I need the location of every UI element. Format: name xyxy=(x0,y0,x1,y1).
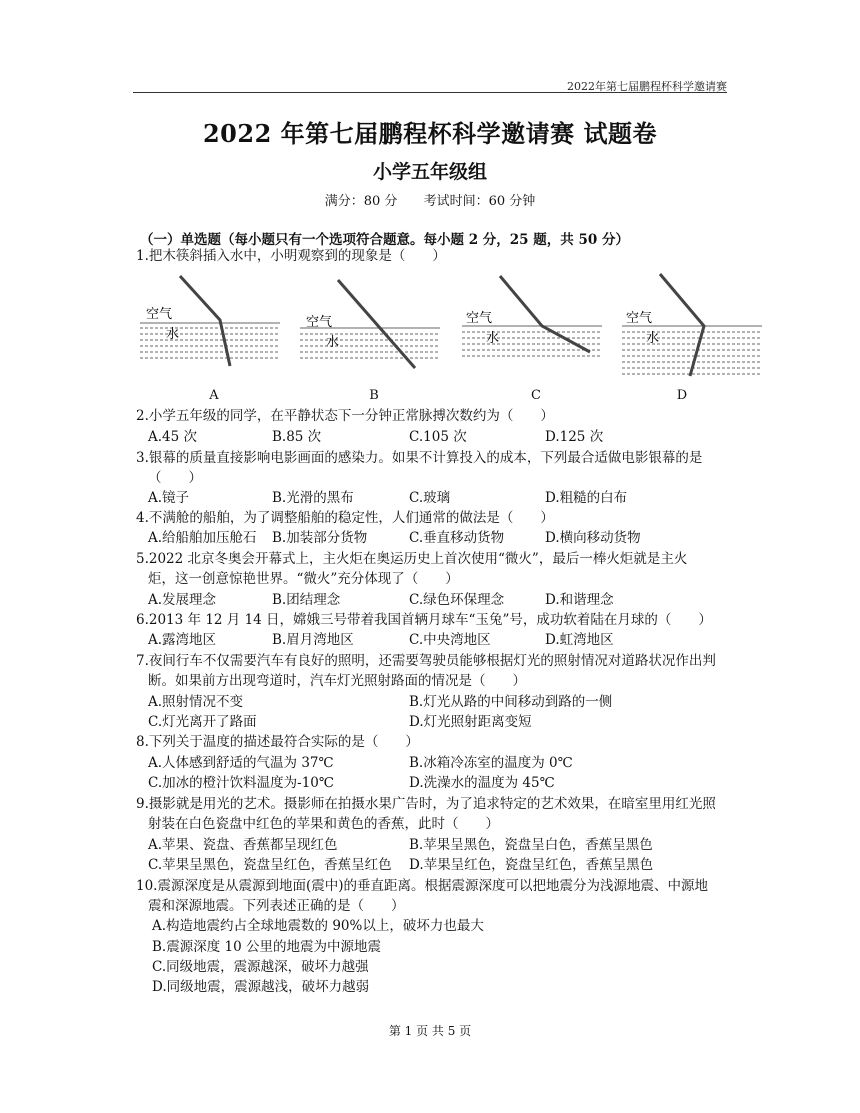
question-7-option-a: A.照射情况不变 xyxy=(148,694,244,710)
question-6-option-c: C.中央湾地区 xyxy=(409,632,491,648)
question-1: 1.把木筷斜插入水中，小明观察到的现象是（ ） xyxy=(136,248,446,264)
question-8-option-c: C.加冰的橙汁饮料温度为-10℃ xyxy=(148,775,334,791)
question-9-option-c: C.苹果呈黑色，瓷盘呈红色，香蕉呈红色 xyxy=(148,857,392,873)
air-label: 空气 xyxy=(466,311,493,326)
question-9-option-d: D.苹果呈红色，瓷盘呈红色，香蕉呈黑色 xyxy=(409,857,654,873)
diagram-option-d xyxy=(622,268,772,383)
question-5-option-b: B.团结理念 xyxy=(272,592,341,608)
question-7-line-2: 断。如果前方出现弯道时，汽车灯光照射路面的情况是（ ） xyxy=(148,673,526,689)
question-2-option-b: B.85 次 xyxy=(272,429,322,445)
question-8-option-d: D.洗澡水的温度为 45℃ xyxy=(409,775,555,791)
question-4: 4.不满舱的船舶，为了调整船舶的稳定性，人们通常的做法是（ ） xyxy=(136,510,554,526)
water-label: 水 xyxy=(646,331,660,346)
question-10-line-2: 震和深源地震。下列表述正确的是（ ） xyxy=(148,898,405,914)
page-footer: 第 1 页 共 5 页 xyxy=(388,1024,472,1038)
question-10-option-a: A.构造地震约占全球地震数的 90%以上，破坏力也最大 xyxy=(152,918,484,934)
header-rule xyxy=(133,92,727,93)
question-4-option-b: B.加装部分货物 xyxy=(272,530,368,546)
question-3-option-b: B.光滑的黑布 xyxy=(272,490,354,506)
question-10-option-d: D.同级地震，震源越浅，破坏力越弱 xyxy=(152,979,370,995)
question-3-option-a: A.镜子 xyxy=(148,490,190,506)
question-10-option-c: C.同级地震，震源越深，破坏力越强 xyxy=(152,959,369,975)
question-7-option-b: B.灯光从路的中间移动到路的一侧 xyxy=(409,694,613,710)
question-2-option-c: C.105 次 xyxy=(409,429,467,445)
question-7-line-1: 7.夜间行车不仅需要汽车有良好的照明，还需要驾驶员能够根据灯光的照射情况对道路状况作出判 xyxy=(136,653,716,669)
water-label: 水 xyxy=(166,327,180,342)
question-6: 6.2013 年 12 月 14 日，嫦娥三号带着我国首辆月球车“玉兔”号，成功软着陆在月球的（ ） xyxy=(136,612,712,628)
question-6-option-d: D.虹湾地区 xyxy=(545,632,614,648)
air-label: 空气 xyxy=(306,315,333,330)
question-3-option-d: D.粗糙的白布 xyxy=(545,490,628,506)
question-5-line-2: 炬，这一创意惊艳世界。“微火”充分体现了（ ） xyxy=(148,571,459,587)
figure-chopstick-refraction xyxy=(0,268,860,408)
question-3-line-2: （ ） xyxy=(148,470,202,486)
question-9-option-a: A.苹果、瓷盘、香蕉都呈现红色 xyxy=(148,837,338,853)
question-4-option-a: A.给船舶加压舱石 xyxy=(148,530,257,546)
question-4-option-d: D.横向移动货物 xyxy=(545,530,641,546)
chopstick xyxy=(338,280,415,368)
question-9-line-2: 射装在白色瓷盘中红色的苹果和黄色的香蕉，此时（ ） xyxy=(148,816,499,832)
water-label: 水 xyxy=(486,331,500,346)
air-label: 空气 xyxy=(146,307,173,322)
figure-label-c: C xyxy=(531,388,541,403)
question-9-line-1: 9.摄影就是用光的艺术。摄影师在拍摄水果广告时，为了追求特定的艺术效果，在暗室里用红光照 xyxy=(136,796,716,812)
question-6-option-a: A.露湾地区 xyxy=(148,632,217,648)
chopstick xyxy=(660,274,704,376)
question-3-line-1: 3.银幕的质量直接影响电影画面的感染力。如果不计算投入的成本，下列最合适做电影银幕的是 xyxy=(136,450,703,466)
question-5-option-d: D.和谐理念 xyxy=(545,592,614,608)
question-2-option-d: D.125 次 xyxy=(545,429,604,445)
diagram-option-c xyxy=(462,268,612,383)
question-10-option-b: B.震源深度 10 公里的地震为中源地震 xyxy=(152,939,381,955)
figure-label-d: D xyxy=(676,388,688,403)
question-9-option-b: B.苹果呈黑色，瓷盘呈白色，香蕉呈黑色 xyxy=(409,837,653,853)
question-10-line-1: 10.震源深度是从震源到地面(震中)的垂直距离。根据震源深度可以把地震分为浅源地震、中源地 xyxy=(136,878,709,894)
air-label: 空气 xyxy=(626,311,653,326)
page-subtitle: 小学五年级组 xyxy=(372,161,487,183)
question-2: 2.小学五年级的同学，在平静状态下一分钟正常脉搏次数约为（ ） xyxy=(136,408,554,424)
question-5-line-1: 5.2022 北京冬奥会开幕式上，主火炬在奥运历史上首次使用“微火”，最后一棒火炬就是主火 xyxy=(136,551,688,567)
chopstick xyxy=(180,276,230,366)
exam-time: 考试时间：60 分钟 xyxy=(423,194,536,209)
water-label: 水 xyxy=(326,335,340,350)
section-heading: （一）单选题（每小题只有一个选项符合题意。每小题 2 分，25 题，共 50 分） xyxy=(140,232,629,248)
water-lines xyxy=(140,323,280,358)
chopstick xyxy=(500,276,590,352)
page-title: 2022 年第七届鹏程杯科学邀请赛 试题卷 xyxy=(202,119,657,148)
question-2-option-a: A.45 次 xyxy=(148,429,198,445)
diagram-option-a xyxy=(140,268,290,383)
running-header: 2022年第七届鹏程杯科学邀请赛 xyxy=(567,80,727,93)
question-4-option-c: C.垂直移动货物 xyxy=(409,530,505,546)
question-7-option-d: D.灯光照射距离变短 xyxy=(409,714,532,730)
question-5-option-c: C.绿色环保理念 xyxy=(409,592,505,608)
water-lines xyxy=(462,326,602,356)
question-8-option-b: B.冰箱冷冻室的温度为 0℃ xyxy=(409,755,573,771)
question-3-option-c: C.玻璃 xyxy=(409,490,451,506)
diagram-option-b xyxy=(300,268,450,383)
exam-meta xyxy=(0,190,860,209)
question-8-option-a: A.人体感到舒适的气温为 37℃ xyxy=(148,755,334,771)
question-5-option-a: A.发展理念 xyxy=(148,592,217,608)
figure-label-a: A xyxy=(209,388,219,403)
question-6-option-b: B.眉月湾地区 xyxy=(272,632,354,648)
figure-label-b: B xyxy=(369,388,379,403)
full-score: 满分：80 分 xyxy=(324,194,398,209)
question-7-option-c: C.灯光离开了路面 xyxy=(148,714,257,730)
question-8: 8.下列关于温度的描述最符合实际的是（ ） xyxy=(136,734,419,750)
water-lines xyxy=(300,328,440,358)
